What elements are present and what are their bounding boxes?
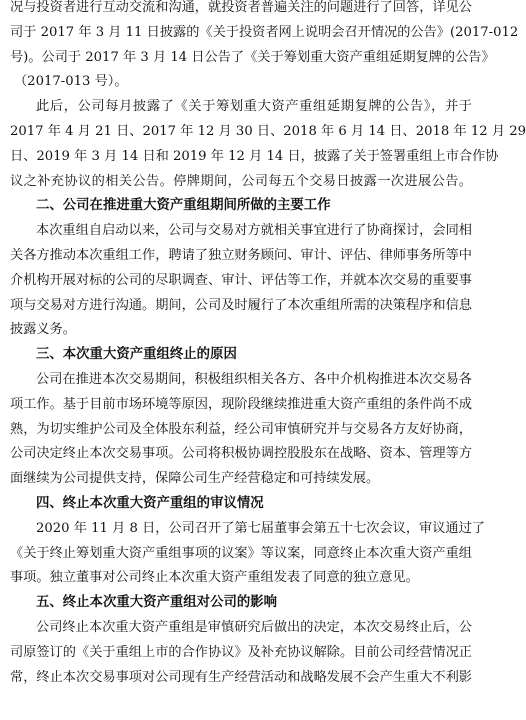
text-line: 常，终止本次交易事项对公司现有生产经营活动和战略发展不会产生重大不利影: [10, 669, 472, 685]
text-line: 公司在推进本次交易期间，积极组织相关各方、各中介机构推进本次交易各: [36, 371, 472, 387]
paragraph-investor-meeting: [10, 0, 519, 95]
text-line: 介机构开展对标的公司的尽职调查、审计、评估等工作，并就本次交易的重要事: [10, 272, 472, 288]
text-line: 日、2019 年 3 月 14 日和 2019 年 12 月 14 日，披露了关于签署重组上市合作协: [10, 148, 499, 164]
text-line: 熟，为切实维护公司及全体股东利益，经公司审慎研究并与交易各方友好协商，: [10, 421, 472, 437]
text-line: 公司终止本次重大资产重组是审慎研究后做出的决定，本次交易终止后，公: [36, 619, 472, 635]
paragraph-review: [10, 517, 485, 591]
text-line: 公司决定终止本次交易事项。公司将积极协调控股股东在战略、资本、管理等方: [10, 446, 472, 462]
text-line: 议之补充协议的相关公告。停牌期间，公司每五个交易日披露一次进展公告。: [10, 173, 472, 189]
text-line: 司于 2017 年 3 月 11 日披露的《关于投资者网上说明会召开情况的公告》(2017-012: [10, 24, 519, 40]
text-line: 2017 年 4 月 21 日、2017 年 12 月 30 日、2018 年 6 月 14 日、2018 年 12 月 29: [10, 123, 526, 139]
section-heading-termination-reason: 三、本次重大资产重组终止的原因: [36, 347, 237, 363]
text-line: 关各方推动本次重组工作，聘请了独立财务顾问、审计、评估、律师事务所等中: [10, 247, 472, 263]
text-line: 号)。公司于 2017 年 3 月 14 日公告了《关于筹划重大资产重组延期复牌的公告》: [10, 49, 495, 65]
paragraph-termination-reason: [10, 368, 472, 492]
paragraph-main-work: [10, 219, 472, 343]
section-heading-review: 四、终止本次重大资产重组的审议情况: [36, 495, 264, 511]
document-body: [10, 0, 526, 690]
text-line: 2020 年 11 月 8 日，公司召开了第七届董事会第五十七次会议，审议通过了: [36, 520, 485, 536]
text-line: 项与交易对方进行沟通。期间，公司及时履行了本次重组所需的决策程序和信息: [10, 297, 472, 313]
section-heading-main-work: 二、公司在推进重大资产重组期间所做的主要工作: [36, 198, 331, 214]
text-line: 本次重组自启动以来，公司与交易对方就相关事宜进行了协商探讨，会同相: [36, 223, 472, 239]
text-line: 况与投资者进行互动交流和沟通，就投资者普遍关注的问题进行了回答，详见公: [10, 0, 472, 15]
text-line: 事项。独立董事对公司终止本次重大资产重组发表了同意的独立意见。: [10, 570, 419, 586]
paragraph-monthly-disclosure: [10, 95, 526, 194]
text-line: 此后，公司每月披露了《关于筹划重大资产重组延期复牌的公告》，并于: [36, 99, 472, 115]
text-line: 项工作。基于目前市场环境等原因，现阶段继续推进重大资产重组的条件尚不成: [10, 396, 472, 412]
text-line: 披露义务。: [10, 322, 76, 338]
section-heading-impact: 五、终止本次重大资产重组对公司的影响: [36, 595, 278, 611]
text-line: （2017-013 号）。: [14, 74, 128, 90]
text-line: 面继续为公司提供支持，保障公司生产经营稳定和可持续发展。: [10, 471, 380, 487]
text-line: 司原签订的《关于重组上市的合作协议》及补充协议解除。目前公司经营情况正: [10, 644, 472, 660]
paragraph-impact: [10, 616, 472, 690]
text-line: 《关于终止筹划重大资产重组事项的议案》等议案，同意终止本次重大资产重组: [10, 545, 472, 561]
